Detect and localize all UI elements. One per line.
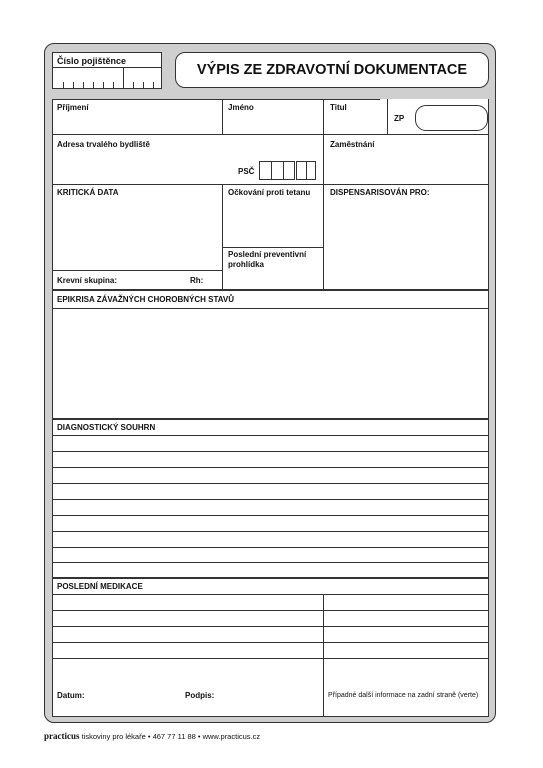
digit-tick bbox=[73, 82, 74, 88]
diagnostic-line bbox=[52, 562, 489, 563]
digit-tick bbox=[133, 82, 134, 88]
footer bbox=[44, 731, 260, 741]
brand-logo: practicus bbox=[44, 731, 80, 741]
date-label: Datum: bbox=[57, 691, 85, 700]
postcode-label: PSČ bbox=[238, 167, 255, 176]
epicrisis-section[interactable] bbox=[52, 291, 489, 418]
diagnostic-line bbox=[52, 515, 489, 516]
critical-data-label: KRITICKÁ DATA bbox=[57, 188, 119, 197]
epicrisis-title: EPIKRISA ZÁVAŽNÝCH CHOROBNÝCH STAVŮ bbox=[57, 295, 235, 304]
diagnostic-line bbox=[52, 531, 489, 532]
digit-tick bbox=[103, 82, 104, 88]
top-border bbox=[52, 99, 380, 100]
medication-column-divider bbox=[323, 594, 324, 717]
digit-tick bbox=[93, 82, 94, 88]
employment-label: Zaměstnání bbox=[330, 140, 375, 149]
postcode-field-2[interactable] bbox=[296, 161, 316, 180]
digit-tick bbox=[113, 82, 114, 88]
medication-line bbox=[52, 642, 489, 643]
document-title: VÝPIS ZE ZDRAVOTNÍ DOKUMENTACE bbox=[175, 52, 489, 88]
diagnostic-line bbox=[52, 467, 489, 468]
last-checkup-label: Poslední preventivní prohlídka bbox=[228, 250, 307, 269]
insurance-number-label: Číslo pojištěnce bbox=[57, 56, 127, 66]
digit-tick bbox=[153, 82, 154, 88]
tetanus-divider bbox=[222, 247, 323, 248]
diagnostic-line bbox=[52, 451, 489, 452]
digit-tick bbox=[83, 82, 84, 88]
diagnostic-title: DIAGNOSTICKÝ SOUHRN bbox=[57, 423, 156, 432]
medication-line bbox=[52, 658, 489, 659]
diagnostic-line bbox=[52, 499, 489, 500]
insurer-label: ZP bbox=[394, 114, 405, 123]
name-label: Jméno bbox=[228, 103, 254, 112]
medication-line bbox=[52, 610, 489, 611]
insurance-number-separator bbox=[123, 67, 124, 89]
medication-line bbox=[52, 626, 489, 627]
diagnostic-line bbox=[52, 547, 489, 548]
row-divider-1 bbox=[52, 134, 489, 135]
row-divider-2 bbox=[52, 184, 489, 185]
medication-line bbox=[52, 594, 489, 595]
insurer-field[interactable] bbox=[415, 105, 488, 131]
surname-label: Příjmení bbox=[57, 103, 89, 112]
medication-title: POSLEDNÍ MEDIKACE bbox=[57, 582, 143, 591]
signature-label: Podpis: bbox=[185, 691, 215, 700]
digit-tick bbox=[63, 82, 64, 88]
diagnostic-line bbox=[52, 435, 489, 436]
postcode-field-1[interactable] bbox=[259, 161, 295, 180]
degree-label: Titul bbox=[330, 103, 347, 112]
back-side-note: Případné další informace na zadní straně (verte) bbox=[328, 692, 479, 699]
dispensary-label: DISPENSARISOVÁN PRO: bbox=[330, 188, 430, 197]
digit-tick bbox=[143, 82, 144, 88]
address-label: Adresa trvalého bydliště bbox=[57, 140, 150, 149]
insurance-number-divider bbox=[53, 67, 161, 68]
tetanus-label: Očkování proti tetanu bbox=[228, 188, 311, 197]
blood-group-label: Krevní skupina: bbox=[57, 276, 118, 285]
insurance-number-box[interactable] bbox=[52, 52, 162, 89]
blood-divider bbox=[52, 270, 222, 271]
diagnostic-line bbox=[52, 483, 489, 484]
footer-text: tiskoviny pro lékaře • 467 77 11 88 • www.practicus.cz bbox=[79, 732, 261, 741]
rh-label: Rh: bbox=[190, 276, 204, 285]
